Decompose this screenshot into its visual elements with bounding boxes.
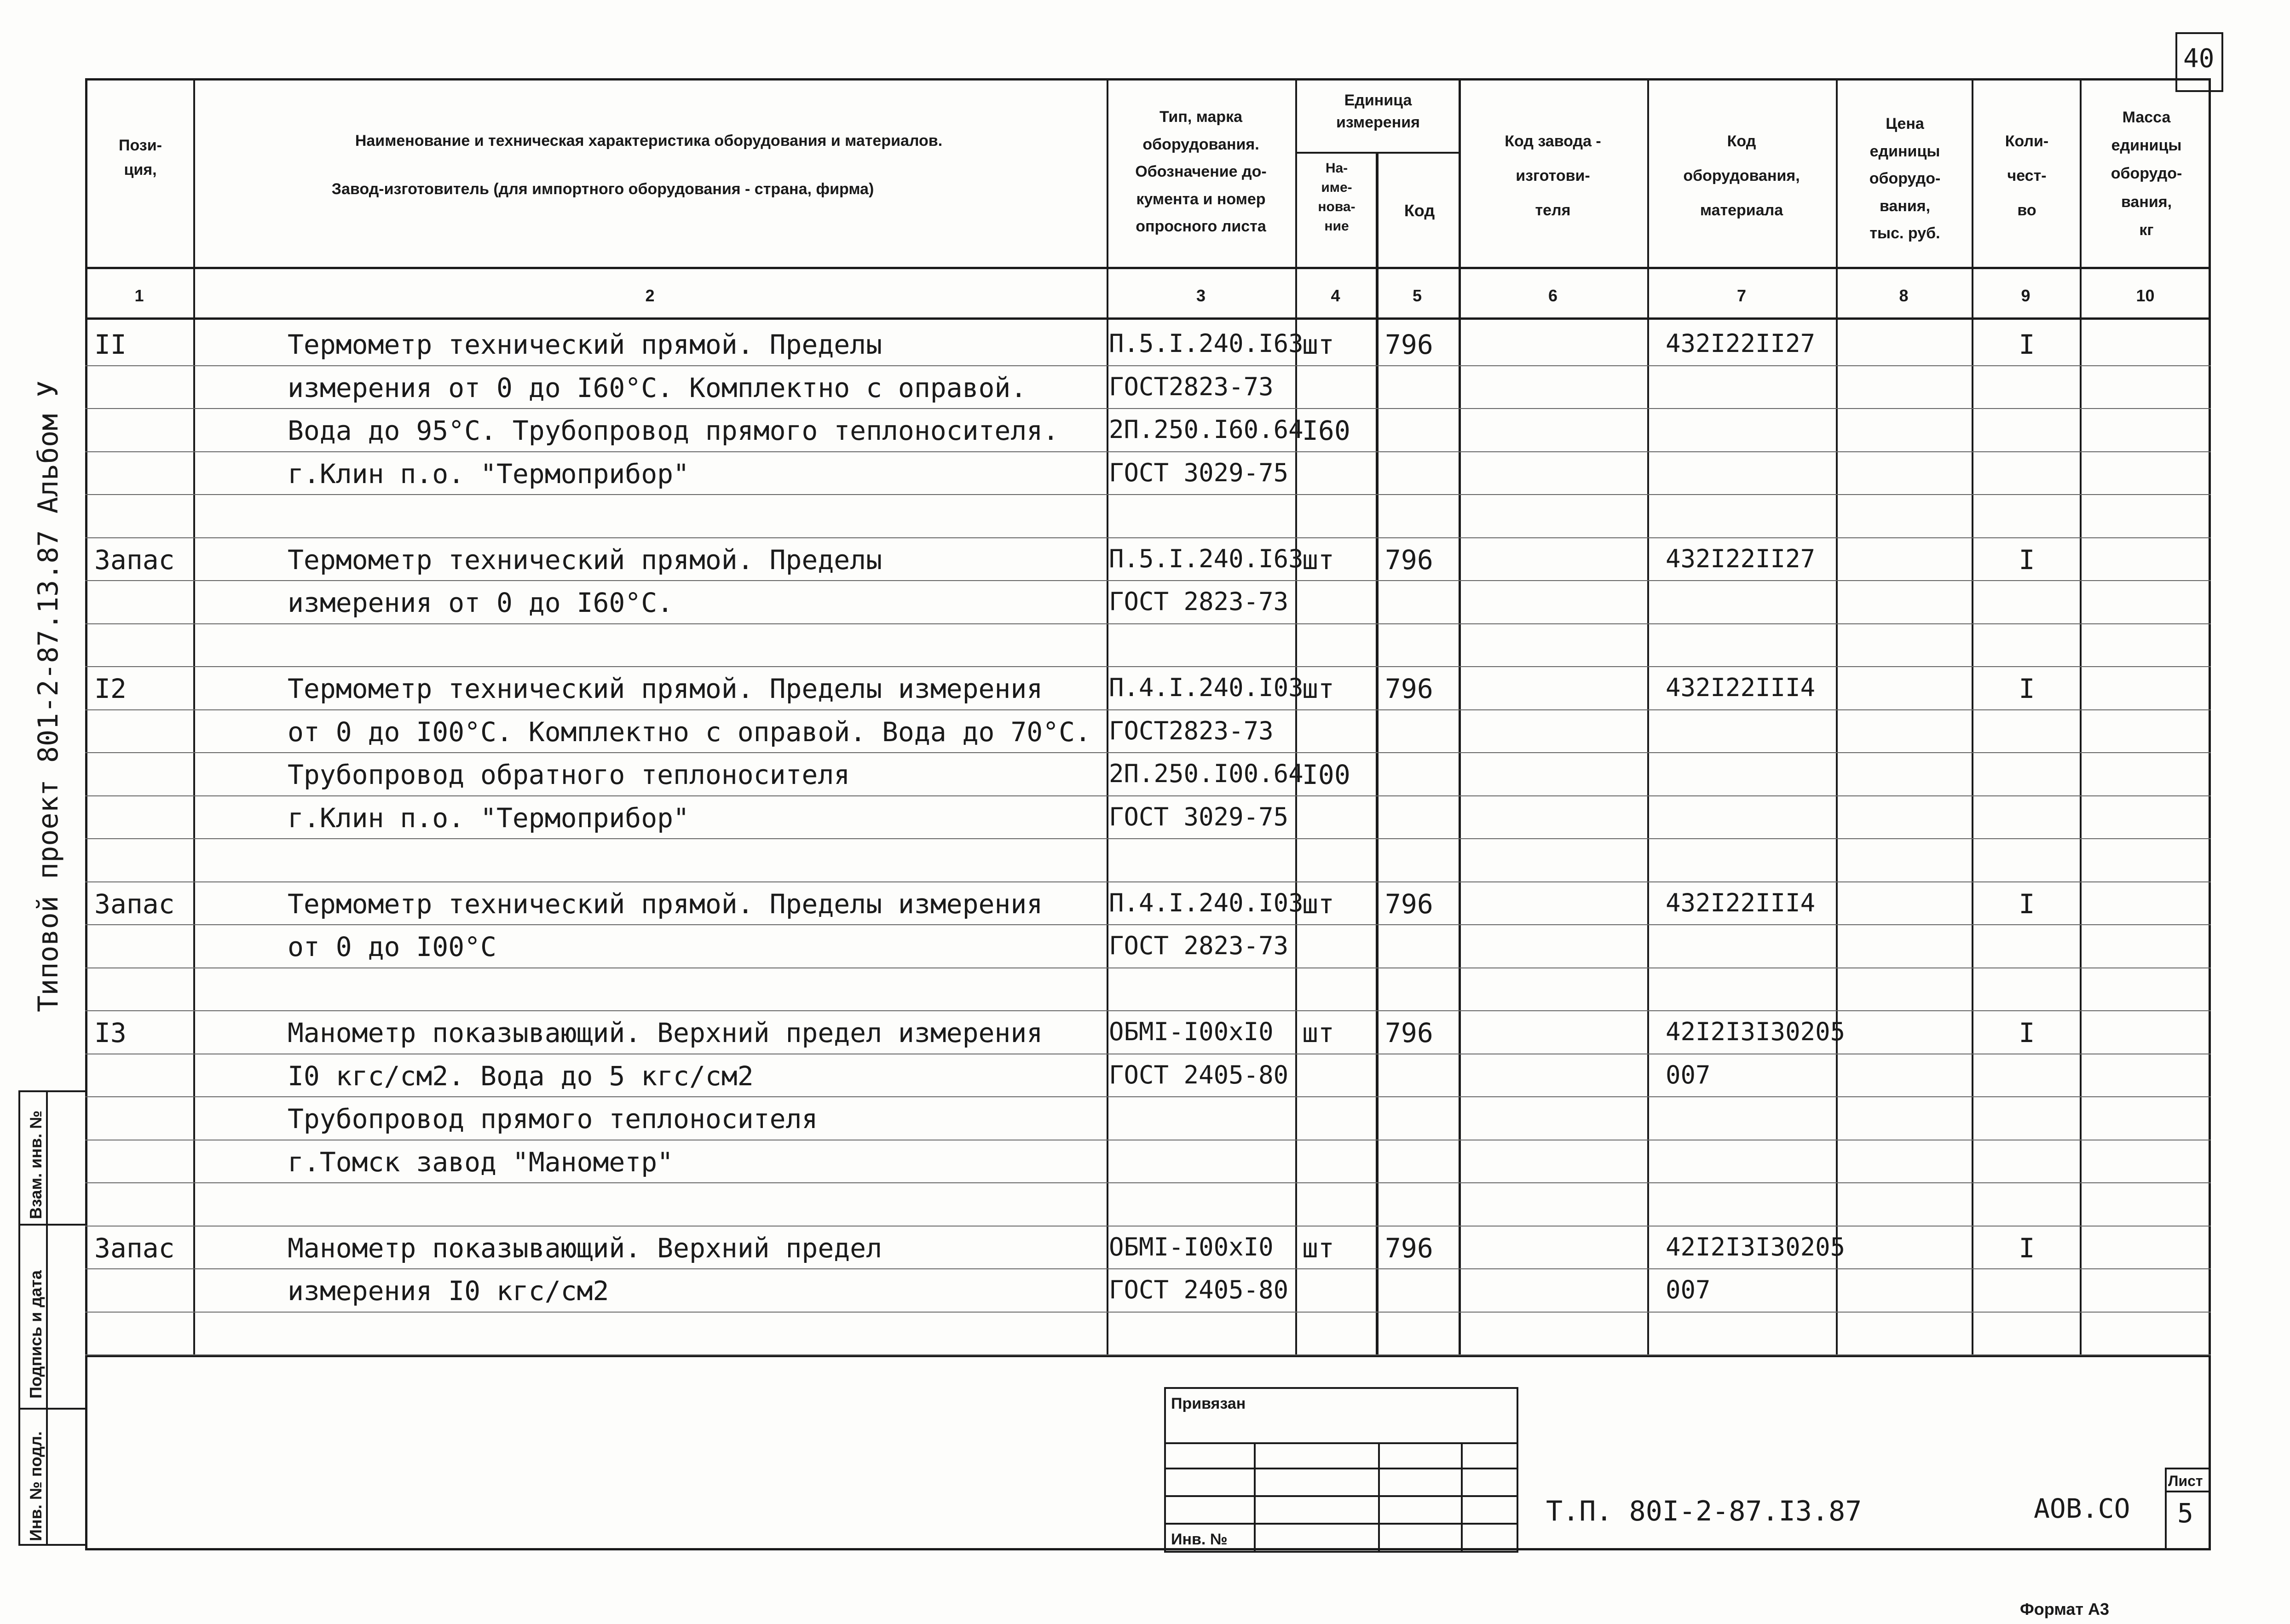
row-position: І2 <box>94 673 127 704</box>
colnum-5: 5 <box>1412 286 1422 305</box>
row-divider <box>85 451 2211 452</box>
row-divider <box>85 1096 2211 1097</box>
row-type: 2П.250.І00.64 <box>1109 759 1304 788</box>
row-position: І3 <box>94 1017 127 1048</box>
row-equipment-code: 007 <box>1666 1275 1711 1304</box>
row-divider <box>85 1268 2211 1269</box>
row-divider <box>85 365 2211 366</box>
row-unit-code: 796 <box>1385 544 1433 576</box>
header-col6: Код завода - изготови- теля <box>1505 132 1601 219</box>
row-quantity: І <box>2019 673 2035 704</box>
row-divider <box>85 752 2211 753</box>
colnum-6: 6 <box>1548 286 1558 305</box>
row-equipment-code: 432І22ІІ27 <box>1666 329 1816 358</box>
colnum-2: 2 <box>645 286 655 305</box>
row-divider <box>85 537 2211 538</box>
row-name: измерения от 0 до І60°С. Комплектно с оправой. <box>288 372 1027 403</box>
row-unit-code: 796 <box>1385 888 1433 920</box>
row-quantity: І <box>2019 329 2035 360</box>
row-name: Трубопровод обратного теплоносителя <box>288 759 850 790</box>
row-divider <box>85 1182 2211 1183</box>
row-divider <box>85 1226 2211 1227</box>
header-col8: Цена единицы оборудо- вания, тыс. руб. <box>1869 115 1941 242</box>
row-type: П.4.І.240.І03 <box>1109 673 1304 702</box>
row-unit-code: 796 <box>1385 673 1433 704</box>
row-quantity: І <box>2019 1017 2035 1048</box>
row-position: Запас <box>94 544 175 576</box>
row-type: 2П.250.І60.64 <box>1109 415 1304 444</box>
header-col9: Коли- чест- во <box>2005 132 2049 219</box>
privyazan-label: Привязан <box>1171 1395 1246 1412</box>
row-position: Запас <box>94 1232 175 1264</box>
row-type: ГОСТ 3029-75 <box>1109 458 1289 487</box>
row-equipment-code: 432І22ІІІ4 <box>1666 888 1816 917</box>
header-col3: Тип, марка оборудования. Обозначение до- кумента и номер опросного листа <box>1135 108 1267 235</box>
row-type: ГОСТ 2823-73 <box>1109 931 1289 960</box>
row-divider <box>85 623 2211 624</box>
row-unit-code: 796 <box>1385 329 1433 360</box>
colnum-7: 7 <box>1736 286 1747 305</box>
sheet-label: Лист <box>2168 1473 2203 1489</box>
row-divider <box>85 408 2211 409</box>
row-equipment-code: 42І2І3І30205 <box>1666 1232 1846 1261</box>
row-divider <box>85 580 2211 581</box>
row-name: Манометр показывающий. Верхний предел измерения <box>288 1017 1043 1048</box>
row-divider <box>85 1010 2211 1011</box>
header-col2-line2: Завод-изготовитель (для импортного оборудования - страна, фирма) <box>331 180 874 198</box>
sheet-number: 5 <box>2177 1497 2193 1529</box>
colnum-1: 1 <box>134 286 144 305</box>
row-unit-code: 796 <box>1385 1017 1433 1048</box>
top-sheet-number: 40 <box>2183 44 2215 74</box>
document-code: АОВ.СО <box>2034 1493 2130 1524</box>
row-name: І0 кгс/см2. Вода до 5 кгс/см2 <box>288 1060 754 1092</box>
row-position: II <box>94 329 127 360</box>
colnum-9: 9 <box>2021 286 2030 305</box>
row-divider <box>85 838 2211 839</box>
row-divider <box>85 1312 2211 1313</box>
row-name: измерения от 0 до І60°С. <box>288 587 674 618</box>
row-divider <box>85 666 2211 667</box>
row-type: П.4.І.240.І03 <box>1109 888 1304 917</box>
row-unit: шт <box>1302 1232 1334 1264</box>
row-unit: шт <box>1302 1017 1334 1048</box>
row-equipment-code: 432І22ІІІ4 <box>1666 673 1816 702</box>
row-unit: І60 <box>1302 415 1350 446</box>
stamp-podpis-data: Подпись и дата <box>26 1270 45 1399</box>
row-divider <box>85 795 2211 796</box>
row-divider <box>85 881 2211 882</box>
row-type: ОБМІ-І00хІ0 <box>1109 1232 1274 1261</box>
row-unit: шт <box>1302 888 1334 920</box>
row-type: ГОСТ 2405-80 <box>1109 1060 1289 1089</box>
row-divider <box>85 494 2211 495</box>
row-quantity: І <box>2019 544 2035 576</box>
row-type: П.5.І.240.І63 <box>1109 329 1304 358</box>
row-unit: І00 <box>1302 759 1350 790</box>
row-divider <box>85 967 2211 968</box>
header-col2-line1: Наименование и техническая характеристика оборудования и материалов. <box>355 132 943 150</box>
project-designation: Т.П. 80І-2-87.І3.87 <box>1546 1495 1862 1527</box>
row-type: ГОСТ2823-73 <box>1109 716 1274 745</box>
colnum-3: 3 <box>1196 286 1206 305</box>
colnum-4: 4 <box>1331 286 1340 305</box>
stamp-inv-podl: Инв. № подл. <box>26 1431 45 1541</box>
row-unit-code: 796 <box>1385 1232 1433 1264</box>
row-type: ОБМІ-І00хІ0 <box>1109 1017 1274 1046</box>
header-col5: Код <box>1404 201 1435 220</box>
row-equipment-code: 007 <box>1666 1060 1711 1089</box>
header-col1: Пози- ция, <box>119 137 162 179</box>
row-position: Запас <box>94 888 175 920</box>
row-name: Трубопровод прямого теплоносителя <box>288 1103 818 1134</box>
row-divider <box>85 924 2211 925</box>
row-type: ГОСТ 3029-75 <box>1109 802 1289 831</box>
row-type: ГОСТ 2823-73 <box>1109 587 1289 616</box>
row-unit: шт <box>1302 329 1334 360</box>
row-type: П.5.І.240.І63 <box>1109 544 1304 573</box>
row-unit: шт <box>1302 544 1334 576</box>
row-unit: шт <box>1302 673 1334 704</box>
row-name: Вода до 95°С. Трубопровод прямого теплоносителя. <box>288 415 1059 446</box>
row-name: г.Клин п.о. "Термоприбор" <box>288 802 689 834</box>
row-equipment-code: 42І2І3І30205 <box>1666 1017 1846 1046</box>
row-name: Термометр технический прямой. Пределы измерения <box>288 888 1043 920</box>
colnum-10: 10 <box>2136 286 2155 305</box>
row-quantity: І <box>2019 888 2035 920</box>
inv-no-label: Инв. № <box>1171 1531 1228 1548</box>
header-col10: Масса единицы оборудо- вания, кг <box>2111 109 2182 239</box>
row-name: Термометр технический прямой. Пределы <box>288 329 883 360</box>
row-type: ГОСТ 2405-80 <box>1109 1275 1289 1304</box>
header-col45-group: Единица измерения <box>1336 92 1420 131</box>
row-divider <box>85 709 2211 710</box>
format-label: Формат А3 <box>2020 1600 2110 1618</box>
row-name: г.Клин п.о. "Термоприбор" <box>288 458 689 490</box>
row-name: г.Томск завод "Манометр" <box>288 1146 674 1178</box>
header-col4: На- име- нова- ние <box>1318 161 1356 234</box>
row-quantity: І <box>2019 1232 2035 1264</box>
row-name: Термометр технический прямой. Пределы <box>288 544 883 576</box>
stamp-vzam-inv: Взам. инв. № <box>26 1110 45 1219</box>
colnum-8: 8 <box>1899 286 1909 305</box>
row-type: ГОСТ2823-73 <box>1109 372 1274 401</box>
row-divider <box>85 1354 2211 1355</box>
row-name: Термометр технический прямой. Пределы измерения <box>288 673 1043 704</box>
header-col7: Код оборудования, материала <box>1683 132 1800 219</box>
row-name: от 0 до І00°С. Комплектно с оправой. Вода до 70°С. <box>288 716 1091 748</box>
row-name: Манометр показывающий. Верхний предел <box>288 1232 883 1264</box>
left-margin-caption: Типовой проект 801-2-87.13.87 Альбом У <box>32 380 64 1012</box>
row-name: от 0 до І00°С <box>288 931 496 962</box>
row-name: измерения І0 кгс/см2 <box>288 1275 609 1307</box>
row-equipment-code: 432І22ІІ27 <box>1666 544 1816 573</box>
